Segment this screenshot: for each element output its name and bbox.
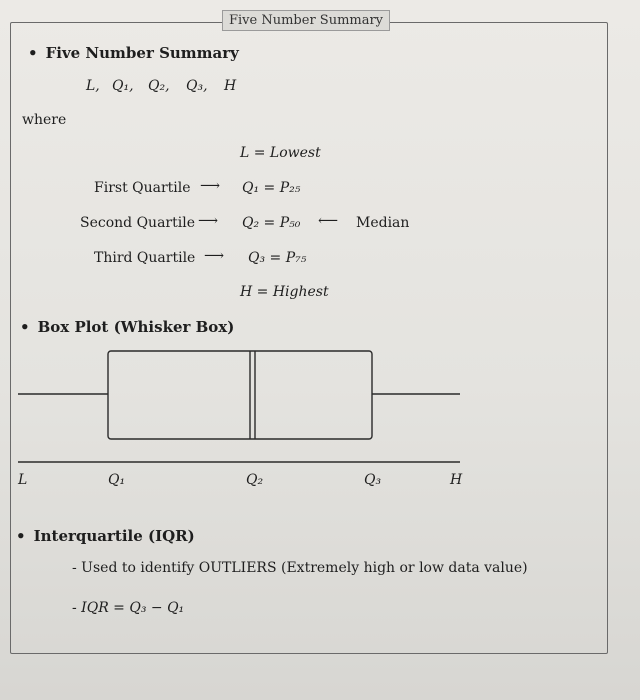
term-q2: Q₂, [148,78,170,94]
axis-label-q1: Q₁ [108,472,126,488]
second-quartile-equation: Q₂ = P₅₀ [242,215,301,231]
bullet-interquartile: • Interquartile (IQR) [16,527,195,545]
left-arrow: ⟵ [318,213,339,229]
third-quartile-label: Third Quartile [94,250,196,266]
term-l: L, [86,78,100,94]
term-q1: Q₁, [112,78,134,94]
frame-title: Five Number Summary [222,10,390,31]
axis-label-q3: Q₃ [364,472,382,488]
box-plot-diagram [0,340,640,500]
axis-label-l: L [18,472,28,488]
term-q3: Q₃, [186,78,208,94]
first-quartile-label: First Quartile [94,180,191,196]
iqr-point-outliers: - Used to identify OUTLIERS (Extremely high or low data value) [72,560,528,576]
right-arrow-3: ⟶ [204,248,225,264]
iqr-formula: - IQR = Q₃ − Q₁ [72,600,185,616]
lowest-definition: L = Lowest [240,145,321,161]
axis-label-q2: Q₂ [246,472,264,488]
bullet-box-plot: • Box Plot (Whisker Box) [20,318,234,336]
term-h: H [224,78,237,94]
right-arrow-1: ⟶ [200,178,221,194]
frame-title-rule [378,22,606,23]
median-label: Median [356,215,410,231]
highest-definition: H = Highest [240,284,329,300]
interquartile-box [108,351,372,439]
axis-label-h: H [450,472,463,488]
where-label: where [22,112,67,128]
right-arrow-2: ⟶ [198,213,219,229]
second-quartile-label: Second Quartile [80,215,195,231]
first-quartile-equation: Q₁ = P₂₅ [242,180,301,196]
bullet-five-number-summary: • Five Number Summary [28,44,239,62]
third-quartile-equation: Q₃ = P₇₅ [248,250,307,266]
